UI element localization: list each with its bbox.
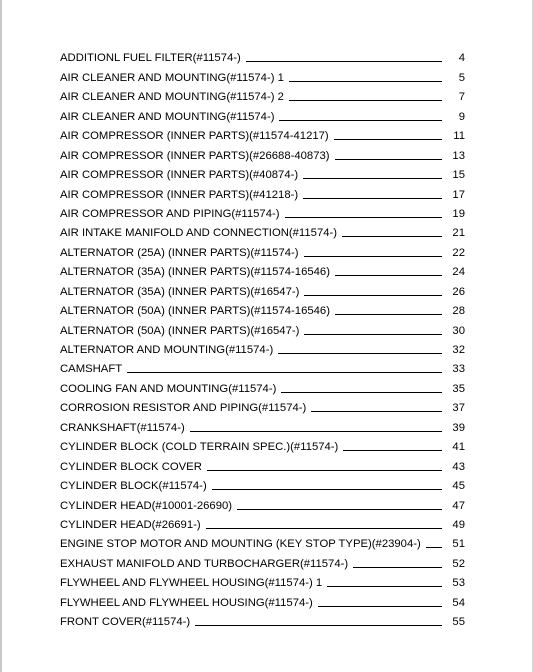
toc-entry-page-number: 41: [452, 441, 465, 454]
toc-entry-title: CRANKSHAFT(#11574-): [60, 421, 185, 434]
toc-entry[interactable]: [60, 474, 465, 493]
toc-entry[interactable]: [60, 415, 465, 434]
toc-entry-page-number: 39: [452, 421, 465, 434]
toc-leader-line: [281, 392, 442, 393]
toc-entry[interactable]: [60, 279, 465, 298]
toc-leader-line: [303, 198, 442, 199]
toc-entry-title: ALTERNATOR (25A) (INNER PARTS)(#11574-): [60, 246, 299, 259]
toc-entry[interactable]: [60, 551, 465, 570]
toc-entry-page-number: 53: [452, 577, 465, 590]
toc-entry[interactable]: [60, 65, 465, 84]
toc-entry-page-number: 51: [452, 538, 465, 551]
toc-entry-title: AIR COMPRESSOR (INNER PARTS)(#41218-): [60, 188, 299, 201]
toc-entry-page-number: 33: [452, 363, 465, 376]
toc-entry-title: AIR CLEANER AND MOUNTING(#11574-) 1: [60, 71, 284, 84]
toc-entry-page-number: 4: [458, 52, 465, 65]
toc-entry-title: ALTERNATOR AND MOUNTING(#11574-): [60, 344, 274, 356]
toc-leader-line: [289, 100, 442, 101]
toc-entry-title: AIR CLEANER AND MOUNTING(#11574-): [60, 110, 275, 123]
toc-entry-title: CYLINDER BLOCK (COLD TERRAIN SPEC.)(#11574-): [60, 441, 339, 454]
toc-entry-page-number: 7: [458, 91, 465, 104]
toc-entry-title: ALTERNATOR (35A) (INNER PARTS)(#16547-): [60, 285, 300, 298]
toc-entry-page-number: 52: [452, 557, 465, 570]
toc-entry[interactable]: [60, 240, 465, 259]
toc-entry-page-number: 55: [452, 616, 465, 629]
toc-entry-page-number: 43: [452, 460, 465, 473]
toc-entry-page-number: 9: [458, 110, 465, 123]
toc-entry[interactable]: [60, 124, 465, 143]
toc-entry-title: CYLINDER BLOCK COVER: [60, 460, 202, 473]
toc-entry[interactable]: [60, 357, 465, 376]
toc-entry-page-number: 15: [452, 169, 465, 182]
toc-entry-page-number: 30: [452, 324, 465, 337]
toc-entry[interactable]: [60, 493, 465, 512]
toc-entry-page-number: 11: [453, 130, 465, 143]
table-of-contents: [60, 46, 465, 629]
toc-entry-page-number: 49: [452, 518, 465, 531]
toc-entry-page-number: 21: [452, 227, 465, 240]
toc-entry-page-number: 22: [452, 246, 465, 259]
toc-entry[interactable]: [60, 454, 465, 473]
toc-entry[interactable]: [60, 513, 465, 532]
toc-entry-title: FRONT COVER(#11574-): [60, 616, 191, 629]
toc-entry[interactable]: [60, 571, 465, 590]
toc-entry[interactable]: [60, 396, 465, 415]
toc-leader-line: [335, 275, 442, 276]
toc-entry[interactable]: [60, 376, 465, 395]
toc-leader-line: [304, 256, 442, 257]
toc-entry-title: ALTERNATOR (50A) (INNER PARTS)(#11574-16546): [60, 305, 330, 318]
toc-entry-page-number: 32: [452, 344, 465, 356]
toc-leader-line: [353, 567, 442, 568]
toc-leader-line: [318, 606, 442, 607]
toc-leader-line: [190, 431, 442, 432]
toc-entry[interactable]: [60, 318, 465, 337]
toc-entry-page-number: 28: [452, 305, 465, 318]
toc-entry-title: CORROSION RESISTOR AND PIPING(#11574-): [60, 402, 307, 415]
toc-entry-title: COOLING FAN AND MOUNTING(#11574-): [60, 382, 277, 395]
toc-entry-title: CYLINDER BLOCK(#11574-): [60, 480, 207, 493]
toc-leader-line: [237, 509, 442, 510]
toc-leader-line: [246, 61, 442, 62]
toc-leader-line: [207, 470, 442, 471]
toc-entry-title: FLYWHEEL AND FLYWHEEL HOUSING(#11574-): [60, 596, 313, 609]
toc-entry[interactable]: [60, 143, 465, 162]
toc-entry[interactable]: [60, 532, 465, 551]
toc-leader-line: [342, 236, 442, 237]
toc-entry-title: FLYWHEEL AND FLYWHEEL HOUSING(#11574-) 1: [60, 577, 323, 590]
toc-entry[interactable]: [60, 104, 465, 123]
toc-entry[interactable]: [60, 299, 465, 318]
toc-leader-line: [327, 586, 442, 587]
toc-entry-title: CYLINDER HEAD(#10001-26690): [60, 499, 233, 512]
toc-leader-line: [279, 120, 442, 121]
toc-entry-page-number: 37: [452, 402, 465, 415]
toc-entry[interactable]: [60, 202, 465, 221]
toc-leader-line: [311, 411, 442, 412]
toc-entry[interactable]: [60, 46, 465, 65]
toc-leader-line: [285, 217, 442, 218]
toc-entry-page-number: 13: [452, 149, 465, 162]
toc-entry[interactable]: [60, 182, 465, 201]
toc-entry-page-number: 54: [452, 596, 465, 609]
toc-leader-line: [304, 334, 442, 335]
toc-entry-page-number: 19: [452, 207, 465, 220]
toc-entry[interactable]: [60, 338, 465, 357]
toc-leader-line: [303, 178, 442, 179]
toc-entry-page-number: 24: [452, 266, 465, 279]
toc-entry-title: AIR COMPRESSOR (INNER PARTS)(#11574-41217): [60, 130, 329, 143]
toc-entry[interactable]: [60, 610, 465, 629]
toc-entry[interactable]: [60, 85, 465, 104]
toc-leader-line: [206, 528, 442, 529]
toc-entry-page-number: 5: [458, 71, 465, 84]
toc-entry[interactable]: [60, 590, 465, 609]
toc-leader-line: [278, 353, 442, 354]
toc-entry[interactable]: [60, 221, 465, 240]
toc-leader-line: [212, 489, 442, 490]
toc-leader-line: [426, 547, 442, 548]
toc-entry-page-number: 47: [452, 499, 465, 512]
toc-entry-title: AIR INTAKE MANIFOLD AND CONNECTION(#11574-): [60, 227, 338, 240]
toc-entry[interactable]: [60, 260, 465, 279]
toc-leader-line: [335, 314, 442, 315]
toc-entry-title: AIR COMPRESSOR AND PIPING(#11574-): [60, 207, 280, 220]
toc-entry-page-number: 45: [452, 480, 465, 493]
toc-entry-title: ENGINE STOP MOTOR AND MOUNTING (KEY STOP TYPE)(#23904-): [60, 538, 421, 551]
toc-leader-line: [334, 139, 442, 140]
toc-entry[interactable]: [60, 435, 465, 454]
toc-leader-line: [343, 450, 442, 451]
page-edge-left: [0, 0, 2, 672]
toc-leader-line: [195, 625, 442, 626]
toc-entry-title: CYLINDER HEAD(#26691-): [60, 518, 201, 531]
toc-leader-line: [289, 81, 442, 82]
toc-entry-page-number: 17: [452, 188, 465, 201]
toc-entry[interactable]: [60, 163, 465, 182]
toc-entry-title: AIR COMPRESSOR (INNER PARTS)(#40874-): [60, 169, 299, 182]
toc-leader-line: [335, 159, 442, 160]
toc-leader-line: [304, 295, 442, 296]
toc-entry-page-number: 26: [452, 285, 465, 298]
toc-entry-title: AIR COMPRESSOR (INNER PARTS)(#26688-40873): [60, 149, 330, 162]
toc-entry-page-number: 35: [452, 382, 465, 395]
toc-entry-title: EXHAUST MANIFOLD AND TURBOCHARGER(#11574-): [60, 557, 349, 570]
toc-leader-line: [127, 372, 442, 373]
toc-entry-title: ADDITIONL FUEL FILTER(#11574-): [60, 52, 241, 65]
toc-entry-title: ALTERNATOR (50A) (INNER PARTS)(#16547-): [60, 324, 300, 337]
toc-entry-title: AIR CLEANER AND MOUNTING(#11574-) 2: [60, 91, 284, 104]
toc-entry-title: CAMSHAFT: [60, 363, 123, 376]
toc-entry-title: ALTERNATOR (35A) (INNER PARTS)(#11574-16546): [60, 266, 330, 279]
